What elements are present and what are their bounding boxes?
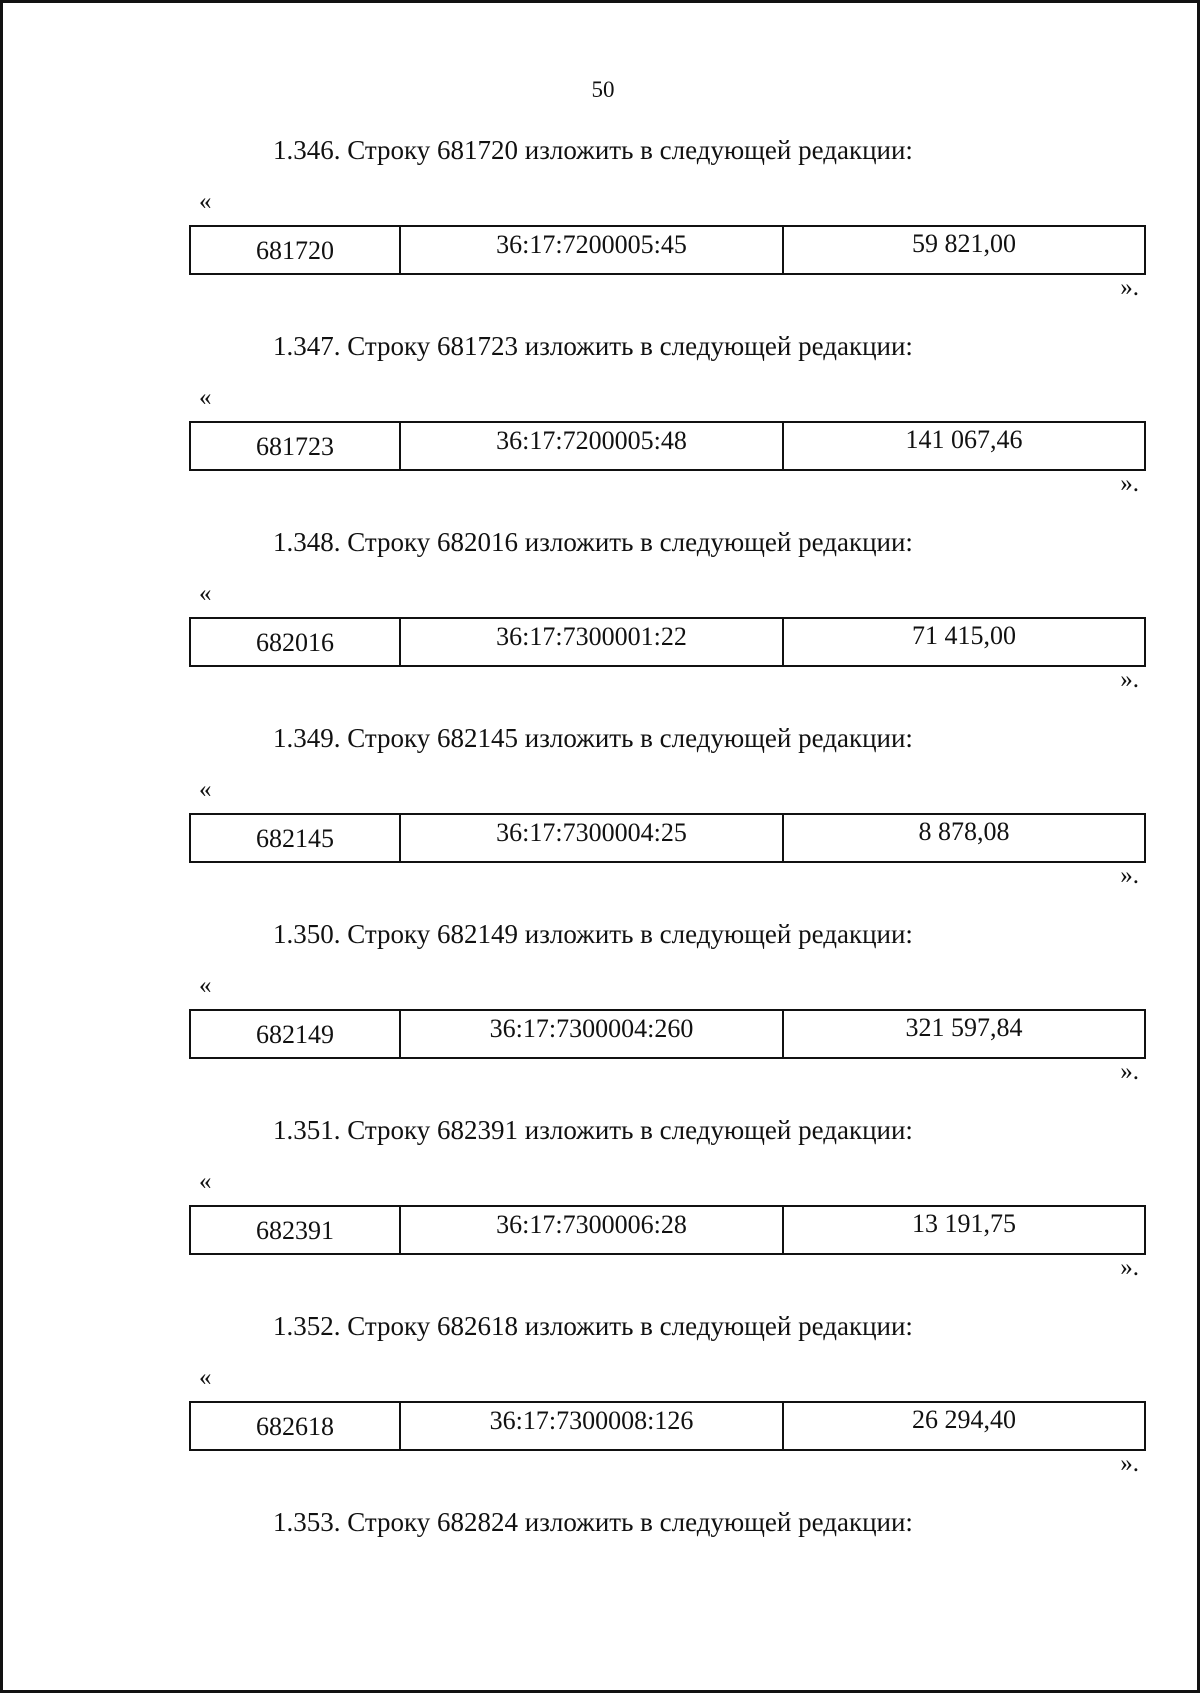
closing-quote: ». (1120, 274, 1139, 301)
table-row (189, 617, 1146, 667)
cadastral-number-cell: 36:17:7300001:22 (401, 619, 784, 665)
opening-quote: « (199, 972, 212, 999)
amendment-section (189, 1309, 1149, 1499)
cadastral-number-cell: 36:17:7300006:28 (401, 1207, 784, 1253)
cadastral-number-cell: 36:17:7300004:25 (401, 815, 784, 861)
amendment-section (189, 525, 1149, 715)
closing-quote: ». (1120, 1254, 1139, 1281)
value-cell: 141 067,46 (905, 425, 1023, 454)
amendment-heading: 1.348. Строку 682016 изложить в следующей редакции: (273, 527, 913, 557)
row-id-cell: 682618 (191, 1403, 401, 1449)
amendment-section-final (189, 1505, 1149, 1545)
amendment-section (189, 133, 1149, 323)
closing-quote: ». (1120, 470, 1139, 497)
cadastral-number-cell: 36:17:7200005:48 (401, 423, 784, 469)
amendment-section (189, 917, 1149, 1107)
amendment-heading: 1.346. Строку 681720 изложить в следующей редакции: (273, 135, 913, 165)
page-number: 50 (591, 77, 615, 102)
row-id-cell: 682145 (191, 815, 401, 861)
amendment-section (189, 721, 1149, 911)
closing-quote: ». (1120, 1450, 1139, 1477)
row-id-cell: 682016 (191, 619, 401, 665)
table-row (189, 1205, 1146, 1255)
opening-quote: « (199, 1364, 212, 1391)
amendment-section (189, 329, 1149, 519)
opening-quote: « (199, 580, 212, 607)
amendment-heading: 1.353. Строку 682824 изложить в следующей редакции: (273, 1507, 913, 1537)
value-cell: 26 294,40 (912, 1405, 1016, 1434)
value-cell: 71 415,00 (912, 621, 1016, 650)
opening-quote: « (199, 384, 212, 411)
value-cell: 13 191,75 (912, 1209, 1016, 1238)
amendment-section (189, 1113, 1149, 1303)
amendment-list (3, 3, 1200, 1693)
closing-quote: ». (1120, 862, 1139, 889)
table-row (189, 1009, 1146, 1059)
amendment-heading: 1.351. Строку 682391 изложить в следующей редакции: (273, 1115, 913, 1145)
value-cell: 321 597,84 (905, 1013, 1023, 1042)
opening-quote: « (199, 188, 212, 215)
row-id-cell: 682149 (191, 1011, 401, 1057)
value-cell: 59 821,00 (912, 229, 1016, 258)
closing-quote: ». (1120, 1058, 1139, 1085)
cadastral-number-cell: 36:17:7300004:260 (401, 1011, 784, 1057)
cadastral-number-cell: 36:17:7200005:45 (401, 227, 784, 273)
amendment-heading: 1.350. Строку 682149 изложить в следующей редакции: (273, 919, 913, 949)
table-row (189, 225, 1146, 275)
amendment-heading: 1.349. Строку 682145 изложить в следующей редакции: (273, 723, 913, 753)
opening-quote: « (199, 1168, 212, 1195)
amendment-heading: 1.347. Строку 681723 изложить в следующей редакции: (273, 331, 913, 361)
closing-quote: ». (1120, 666, 1139, 693)
row-id-cell: 681723 (191, 423, 401, 469)
table-row (189, 1401, 1146, 1451)
table-row (189, 813, 1146, 863)
opening-quote: « (199, 776, 212, 803)
row-id-cell: 682391 (191, 1207, 401, 1253)
table-row (189, 421, 1146, 471)
cadastral-number-cell: 36:17:7300008:126 (401, 1403, 784, 1449)
row-id-cell: 681720 (191, 227, 401, 273)
amendment-heading: 1.352. Строку 682618 изложить в следующей редакции: (273, 1311, 913, 1341)
value-cell: 8 878,08 (918, 817, 1010, 846)
